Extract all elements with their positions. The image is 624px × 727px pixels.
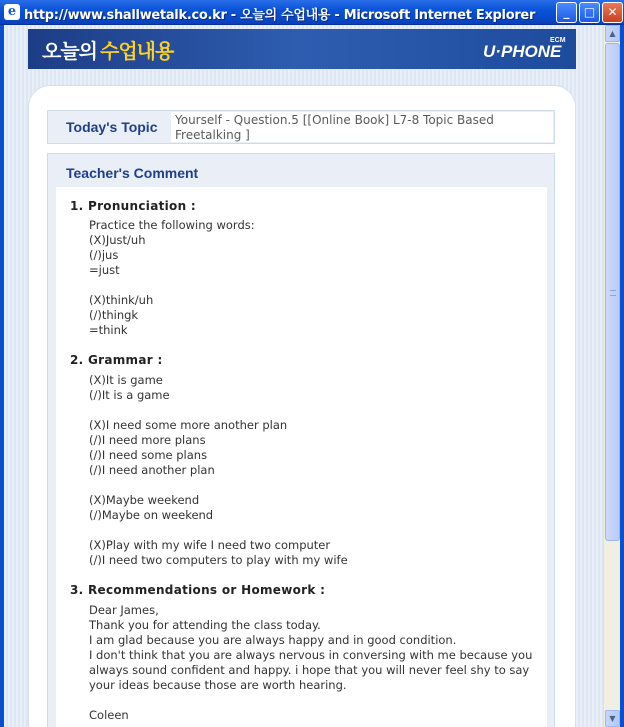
scroll-down-button[interactable]: ▼ [605,710,620,727]
scroll-grip-icon [610,290,616,296]
vertical-scrollbar[interactable] [603,25,620,727]
section-body-recommendations: Dear James, Thank you for attending the class today. I am glad because you are always happy and in good condition. I don't think that you are always nervous in conversing with me because you always sound confident and happy. i hope that you will never feel shy to say your ideas because those are worth hearing. Coleen [89,603,533,722]
minimize-button[interactable]: _ [556,2,577,23]
internet-explorer-icon: e [4,4,20,20]
brand-logo-sup: ECM [550,37,566,44]
banner-title-part2: 수업내용 [100,39,174,63]
section-body-grammar: (X)It is game (/)It is a game (X)I need some more another plan (/)I need more plans (/)I need some plans (/)I need another plan (X)Maybe weekend (/)Maybe on weekend (X)Play with my wife I need two computer (/)I need two computers to play with my wife [89,373,348,567]
page-content [4,25,603,727]
todays-topic-label: Today's Topic [66,119,158,135]
scroll-up-button[interactable]: ▲ [605,25,620,42]
todays-topic-value: Yourself - Question.5 [[Online Book] L7-8 Topic Based Freetalking ] [171,112,553,142]
close-button[interactable]: ✕ [602,2,623,23]
section-title-grammar: 2. Grammar : [70,353,163,367]
scroll-thumb[interactable] [605,43,620,541]
section-title-pronunciation: 1. Pronunciation : [70,199,197,213]
brand-logo: U·PHONE [483,42,562,61]
title-bar [0,0,624,25]
section-title-recommendations: 3. Recommendations or Homework : [70,583,326,597]
header-banner [28,29,576,69]
window-title: http://www.shallwetalk.co.kr - 오늘의 수업내용 - Microsoft Internet Explorer [24,8,536,23]
banner-title-part1: 오늘의 [42,39,97,63]
teacher-comment-box [47,153,555,727]
teacher-comment-heading: Teacher's Comment [66,165,199,181]
teacher-comment-body [56,187,547,727]
section-body-pronunciation: Practice the following words: (X)Just/uh (/)jus =just (X)think/uh (/)thingk =think [89,218,255,337]
todays-topic-row [47,110,555,144]
maximize-button[interactable]: □ [579,2,600,23]
window-frame-right [620,25,624,727]
